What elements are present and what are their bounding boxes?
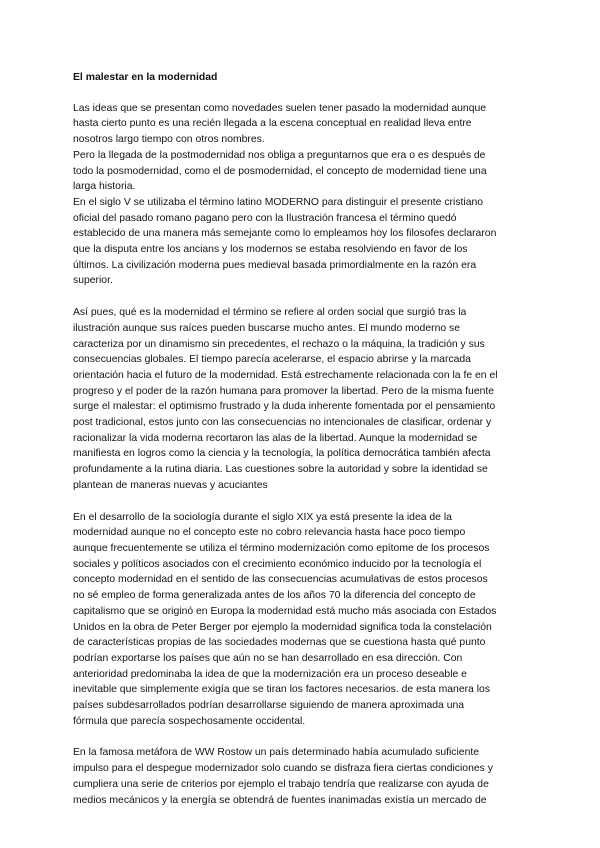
text-line: inevitable que simplemente exigía que se tiran los factores necesarios. de esta manera los: [73, 684, 491, 696]
text-line: nosotros largo tiempo con otros nombres.: [73, 134, 265, 146]
text-line: plantean de maneras nuevas y acuciantes: [73, 479, 268, 491]
text-line: Las ideas que se presentan como novedades suelen tener pasado la modernidad aunque: [73, 102, 487, 114]
text-line: anterioridad predominaba la idea de que la modernización era un proceso deseable e: [73, 668, 467, 680]
text-line: profundamente a la rutina diaria. Las cuestiones sobre la autoridad y sobre la identidad se: [73, 464, 488, 476]
paragraph: [73, 745, 528, 808]
text-line: medios mecánicos y la energía se obtendrá de fuentes inanimadas existía un mercado de: [73, 794, 487, 806]
paragraph-list: [73, 101, 528, 809]
text-line: caracteriza por un dinamismo sin precedentes, el rechazo o la máquina, la tradición y sus: [73, 338, 485, 350]
text-line: últimos. La civilización moderna pues medieval basada primordialmente en la razón era: [73, 259, 477, 271]
text-line: progreso y el poder de la razón humana para promover la libertad. Pero de la misma fuente: [73, 385, 495, 397]
paragraph: [73, 510, 528, 730]
paragraph-spacer: [73, 729, 528, 745]
paragraph-spacer: [73, 289, 528, 305]
text-line: países subdesarrollados podrían desarrollarse siguiendo de manera aproximada una: [73, 700, 465, 712]
text-line: oficial del pasado romano pagano pero con la Ilustración francesa el término quedó: [73, 212, 457, 224]
text-line: larga historia.: [73, 181, 136, 193]
text-line: consecuencias globales. El tiempo parecía acelerarse, el espacio abrirse y la marcada: [73, 354, 471, 366]
text-line: concepto modernidad en el sentido de las consecuencias acumulativas de estos procesos: [73, 574, 488, 586]
text-line: que la disputa entre los ancians y los modernos se estaba resolviendo en favor de los: [73, 244, 468, 256]
text-line: superior.: [73, 275, 113, 287]
text-line: establecido de una manera más semejante como lo empleamos hoy los filosofes declararon: [73, 228, 497, 240]
text-line: En el desarrollo de la sociología durante el siglo XIX ya está presente la idea de la: [73, 511, 452, 523]
document-title: El malestar en la modernidad: [73, 72, 218, 83]
text-line: todo la posmodernidad, como el de posmodernidad, el concepto de modernidad tiene una: [73, 165, 487, 177]
text-line: impulso para el despegue modernizador solo cuando se disfraza fiera ciertas condiciones y: [73, 763, 493, 775]
text-line: fórmula que parecía sospechosamente occidental.: [73, 715, 306, 727]
text-line: no sé empleo de forma generalizada antes de los años 70 la diferencia del concepto de: [73, 590, 476, 602]
text-line: racionalizar la vida moderna recortaron las alas de la libertad. Aunque la modernidad se: [73, 432, 478, 444]
text-line: Pero la llegada de la postmodernidad nos obliga a preguntarnos que era o es después de: [73, 149, 486, 161]
text-line: manifiesta en logros como la ciencia y la tecnología, la política democrática también afecta: [73, 448, 491, 460]
text-line: En la famosa metáfora de WW Rostow un país determinado había acumulado suficiente: [73, 747, 480, 759]
text-line: sociales y políticos asociados con el crecimiento económico inducido por la tecnología el: [73, 558, 482, 570]
text-line: Así pues, qué es la modernidad el término se refiere al orden social que surgió tras la: [73, 307, 467, 319]
text-line: de características propias de las sociedades modernas que se cuestiona hasta qué punto: [73, 637, 486, 649]
text-line: cumpliera una serie de criterios por ejemplo el trabajo tendría que realizarse con ayuda de: [73, 778, 489, 790]
paragraph: [73, 305, 528, 493]
text-line: modernidad aunque no el concepto este no cobro relevancia hasta hace poco tiempo: [73, 527, 466, 539]
text-line: capitalismo que se originó en Europa la modernidad está mucho más asociada con Estados: [73, 605, 497, 617]
paragraph: [73, 101, 528, 289]
text-line: ilustración aunque sus raíces pueden buscarse mucho antes. El mundo moderno se: [73, 322, 460, 334]
text-line: hasta cierto punto es una recién llegada a la escena conceptual en realidad lleva entre: [73, 118, 472, 130]
text-line: surge el malestar: el optimismo frustrado y la duda inherente fomentada por el pensamiento: [73, 401, 496, 413]
text-line: podrían exportarse los países que aún no se han desarrollado en esa dirección. Con: [73, 652, 463, 664]
text-line: post tradicional, estos junto con las consecuencias no intencionales de clasificar, ordenar y: [73, 417, 492, 429]
document-body: [73, 70, 528, 808]
text-line: orientación hacia el futuro de la modernidad. Está estrechamente relacionada con la fe en el: [73, 369, 498, 381]
text-line: aunque frecuentemente se utiliza el término modernización como epítome de los procesos: [73, 542, 490, 554]
text-line: En el siglo V se utilizaba el término latino MODERNO para distinguir el presente cristiano: [73, 196, 484, 208]
paragraph-spacer: [73, 494, 528, 510]
text-line: Unidos en la obra de Peter Berger por ejemplo la modernidad significa toda la constelación: [73, 621, 492, 633]
